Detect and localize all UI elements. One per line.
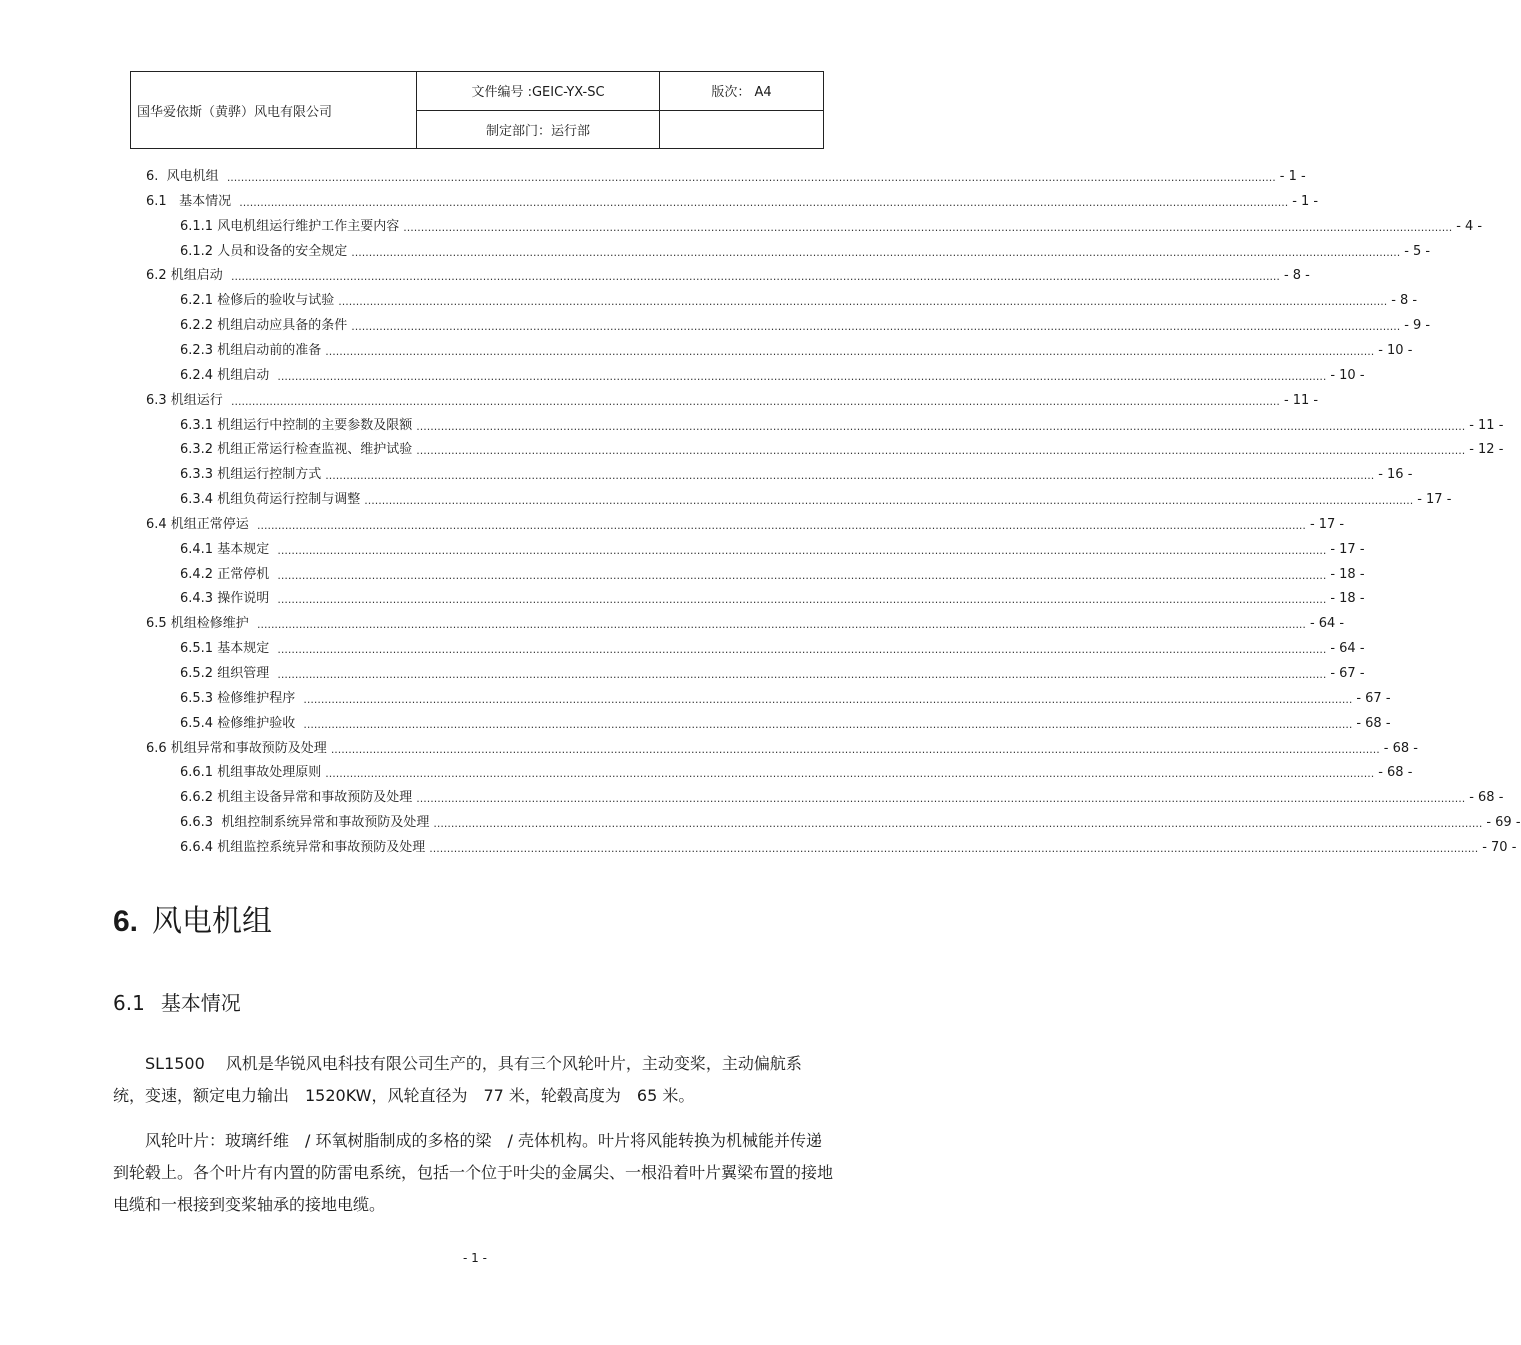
heading-2 bbox=[113, 988, 241, 1018]
toc-entry-page: - 8 - bbox=[1283, 268, 1310, 284]
toc-entry-page: - 5 - bbox=[1404, 243, 1431, 259]
toc-dot-leader: ............................................................................................................................................................................................................................................................................................................ bbox=[256, 618, 1306, 632]
toc-entry[interactable] bbox=[146, 612, 1345, 632]
toc-entry-page: - 10 - bbox=[1330, 367, 1365, 383]
document-number: 文件编号 :GEIC-YX-SC bbox=[417, 72, 660, 111]
toc-dot-leader: ............................................................................................................................................................................................................................................................................................................ bbox=[433, 817, 1483, 831]
toc-dot-leader: ............................................................................................................................................................................................................................................................................................................ bbox=[416, 792, 1466, 806]
toc-entry-title: 6.4.3 操作说明 bbox=[180, 591, 274, 607]
company-name: 国华爱依斯（黄骅）风电有限公司 bbox=[131, 72, 417, 149]
toc-entry-page: - 64 - bbox=[1309, 616, 1345, 632]
toc-entry[interactable] bbox=[180, 438, 1504, 458]
toc-entry-page: - 68 - bbox=[1378, 765, 1413, 781]
toc-dot-leader: ............................................................................................................................................................................................................................................................................................................ bbox=[325, 767, 1375, 781]
toc-entry-page: - 1 - bbox=[1292, 193, 1319, 209]
toc-entry-title: 6.5.4 检修维护验收 bbox=[180, 715, 300, 731]
toc-entry-title: 6. 风电机组 bbox=[146, 169, 223, 184]
toc-entry[interactable] bbox=[146, 389, 1319, 409]
toc-entry-page: - 11 - bbox=[1469, 417, 1504, 433]
toc-dot-leader: ............................................................................................................................................................................................................................................................................................................ bbox=[416, 444, 1466, 458]
toc-entry-title: 6.5.2 组织管理 bbox=[180, 666, 274, 681]
toc-entry-page: - 10 - bbox=[1378, 342, 1413, 358]
toc-entry-title: 6.2.3 机组启动前的准备 bbox=[180, 342, 322, 358]
toc-entry-page: - 70 - bbox=[1482, 839, 1517, 855]
toc-dot-leader: ............................................................................................................................................................................................................................................................................................................ bbox=[325, 469, 1375, 483]
toc-entry[interactable] bbox=[180, 414, 1504, 434]
heading-1 bbox=[113, 902, 272, 942]
toc-entry-title: 6.3.2 机组正常运行检查监视、维护试验 bbox=[180, 442, 413, 458]
heading-2-number: 6.1 bbox=[113, 991, 145, 1015]
toc-dot-leader: ............................................................................................................................................................................................................................................................................................................ bbox=[338, 295, 1388, 309]
toc-dot-leader: ............................................................................................................................................................................................................................................................................................................ bbox=[416, 419, 1466, 433]
toc-entry-title: 6.3 机组运行 bbox=[146, 392, 227, 408]
page-number-footer: - 1 - bbox=[463, 1251, 487, 1265]
toc-entry[interactable] bbox=[146, 190, 1319, 210]
version: 版次： A4 bbox=[660, 72, 824, 111]
toc-entry-title: 6.3.4 机组负荷运行控制与调整 bbox=[180, 492, 361, 508]
toc-dot-leader: ............................................................................................................................................................................................................................................................................................................ bbox=[277, 369, 1327, 383]
toc-entry[interactable] bbox=[146, 264, 1310, 284]
toc-dot-leader: ............................................................................................................................................................................................................................................................................................................ bbox=[226, 171, 1276, 184]
toc-entry-title: 6.4 机组正常停运 bbox=[146, 516, 253, 532]
toc-entry[interactable] bbox=[180, 761, 1413, 781]
toc-entry-page: - 9 - bbox=[1404, 318, 1431, 334]
toc-entry-title: 6.5.1 基本规定 bbox=[180, 641, 274, 657]
toc-dot-leader: ............................................................................................................................................................................................................................................................................................................ bbox=[351, 245, 1401, 259]
toc-entry-page: - 69 - bbox=[1486, 815, 1521, 831]
toc-entry[interactable] bbox=[180, 538, 1365, 558]
toc-entry[interactable] bbox=[180, 364, 1365, 384]
toc-entry-title: 6.6.2 机组主设备异常和事故预防及处理 bbox=[180, 790, 413, 806]
toc-entry[interactable] bbox=[180, 836, 1517, 856]
toc-dot-leader: ............................................................................................................................................................................................................................................................................................................ bbox=[303, 717, 1353, 731]
toc-dot-leader: ............................................................................................................................................................................................................................................................................................................ bbox=[230, 270, 1280, 284]
toc-dot-leader: ............................................................................................................................................................................................................................................................................................................ bbox=[330, 742, 1380, 756]
toc-entry-page: - 18 - bbox=[1330, 591, 1365, 607]
toc-entry[interactable] bbox=[180, 289, 1418, 309]
toc-entry-title: 6.6.3 机组控制系统异常和事故预防及处理 bbox=[180, 815, 430, 831]
toc-entry-page: - 64 - bbox=[1330, 641, 1365, 657]
toc-entry[interactable] bbox=[180, 662, 1365, 682]
department: 制定部门：运行部 bbox=[417, 110, 660, 149]
toc-entry-page: - 1 - bbox=[1279, 169, 1306, 184]
toc-entry-title: 6.1 基本情况 bbox=[146, 193, 236, 209]
toc-entry-title: 6.6.4 机组监控系统异常和事故预防及处理 bbox=[180, 839, 426, 855]
toc-dot-leader: ............................................................................................................................................................................................................................................................................................................ bbox=[277, 568, 1327, 582]
blank-cell bbox=[660, 110, 824, 149]
toc-entry[interactable] bbox=[180, 463, 1413, 483]
toc-entry-title: 6.5 机组检修维护 bbox=[146, 616, 253, 632]
toc-entry[interactable] bbox=[180, 215, 1483, 235]
toc-entry[interactable] bbox=[180, 811, 1521, 831]
toc-entry[interactable] bbox=[180, 587, 1365, 607]
toc-entry[interactable] bbox=[180, 314, 1431, 334]
toc-dot-leader: ............................................................................................................................................................................................................................................................................................................ bbox=[277, 593, 1327, 607]
toc-entry[interactable] bbox=[146, 737, 1418, 757]
toc-entry[interactable] bbox=[180, 488, 1452, 508]
toc-entry-title: 6.4.1 基本规定 bbox=[180, 541, 274, 557]
toc-entry-title: 6.1.1 风电机组运行维护工作主要内容 bbox=[180, 218, 400, 234]
toc-dot-leader: ............................................................................................................................................................................................................................................................................................................ bbox=[277, 668, 1327, 681]
toc-entry-page: - 11 - bbox=[1283, 392, 1319, 408]
toc-dot-leader: ............................................................................................................................................................................................................................................................................................................ bbox=[364, 494, 1414, 508]
toc-entry-page: - 12 - bbox=[1469, 442, 1504, 458]
toc-entry-title: 6.6.1 机组事故处理原则 bbox=[180, 765, 322, 781]
toc-dot-leader: ............................................................................................................................................................................................................................................................................................................ bbox=[351, 320, 1401, 334]
toc-entry[interactable] bbox=[180, 339, 1413, 359]
toc-entry[interactable] bbox=[180, 240, 1431, 260]
toc-entry-page: - 67 - bbox=[1330, 666, 1365, 681]
heading-1-number: 6. bbox=[113, 905, 139, 938]
body-paragraph-2: 风轮叶片：玻璃纤维 / 环氧树脂制成的多格的梁 / 壳体机构。叶片将风能转换为机械能并传递到轮毂上。各个叶片有内置的防雷电系统，包括一个位于叶尖的金属尖、一根沿着叶片翼梁布置的接地电缆和一根接到变桨轴承的接地电缆。 bbox=[113, 1131, 834, 1214]
toc-entry[interactable] bbox=[180, 637, 1365, 657]
toc-entry-title: 6.3.3 机组运行控制方式 bbox=[180, 467, 322, 483]
toc-entry[interactable] bbox=[180, 786, 1504, 806]
toc-entry-title: 6.2.4 机组启动 bbox=[180, 367, 274, 383]
document-header-table bbox=[130, 71, 824, 149]
toc-entry-page: - 68 - bbox=[1356, 715, 1391, 731]
toc-dot-leader: ............................................................................................................................................................................................................................................................................................................ bbox=[256, 518, 1306, 532]
toc-entry-page: - 16 - bbox=[1378, 467, 1413, 483]
toc-entry-page: - 17 - bbox=[1309, 516, 1345, 532]
toc-entry-title: 6.2 机组启动 bbox=[146, 268, 227, 284]
heading-2-text: 基本情况 bbox=[160, 991, 241, 1015]
toc-entry[interactable] bbox=[180, 687, 1391, 707]
toc-entry[interactable] bbox=[146, 165, 1306, 185]
toc-entry[interactable] bbox=[146, 513, 1345, 533]
toc-entry-page: - 68 - bbox=[1383, 740, 1418, 756]
toc-entry-page: - 67 - bbox=[1356, 690, 1391, 706]
heading-1-text: 风电机组 bbox=[152, 904, 273, 939]
toc-entry-page: - 8 - bbox=[1391, 293, 1418, 309]
toc-dot-leader: ............................................................................................................................................................................................................................................................................................................ bbox=[403, 220, 1453, 234]
toc-dot-leader: ............................................................................................................................................................................................................................................................................................................ bbox=[429, 841, 1479, 855]
toc-entry-page: - 68 - bbox=[1469, 790, 1504, 806]
body-paragraph-1: SL1500 风机是华锐风电科技有限公司生产的，具有三个风轮叶片，主动变桨，主动偏航系统，变速，额定电力输出 1520KW，风轮直径为 77 米，轮毂高度为 65 米。 bbox=[113, 1054, 802, 1105]
toc-entry-title: 6.2.1 检修后的验收与试验 bbox=[180, 293, 335, 309]
toc-entry[interactable] bbox=[180, 712, 1391, 732]
toc-dot-leader: ............................................................................................................................................................................................................................................................................................................ bbox=[277, 543, 1327, 557]
toc-entry-title: 6.5.3 检修维护程序 bbox=[180, 690, 300, 706]
toc-entry-page: - 17 - bbox=[1417, 492, 1452, 508]
toc-dot-leader: ............................................................................................................................................................................................................................................................................................................ bbox=[239, 195, 1289, 209]
toc-entry-title: 6.3.1 机组运行中控制的主要参数及限额 bbox=[180, 417, 413, 433]
toc-entry-title: 6.2.2 机组启动应具备的条件 bbox=[180, 318, 348, 334]
toc-entry-title: 6.1.2 人员和设备的安全规定 bbox=[180, 243, 348, 259]
toc-dot-leader: ............................................................................................................................................................................................................................................................................................................ bbox=[325, 344, 1375, 358]
toc-entry-title: 6.4.2 正常停机 bbox=[180, 566, 274, 582]
toc-entry-title: 6.6 机组异常和事故预防及处理 bbox=[146, 740, 327, 756]
toc-dot-leader: ............................................................................................................................................................................................................................................................................................................ bbox=[230, 394, 1280, 408]
toc-entry[interactable] bbox=[180, 563, 1365, 583]
toc-dot-leader: ............................................................................................................................................................................................................................................................................................................ bbox=[277, 643, 1327, 657]
toc-dot-leader: ............................................................................................................................................................................................................................................................................................................ bbox=[303, 692, 1353, 706]
toc-entry-page: - 18 - bbox=[1330, 566, 1365, 582]
toc-entry-page: - 17 - bbox=[1330, 541, 1365, 557]
toc-entry-page: - 4 - bbox=[1456, 218, 1483, 234]
